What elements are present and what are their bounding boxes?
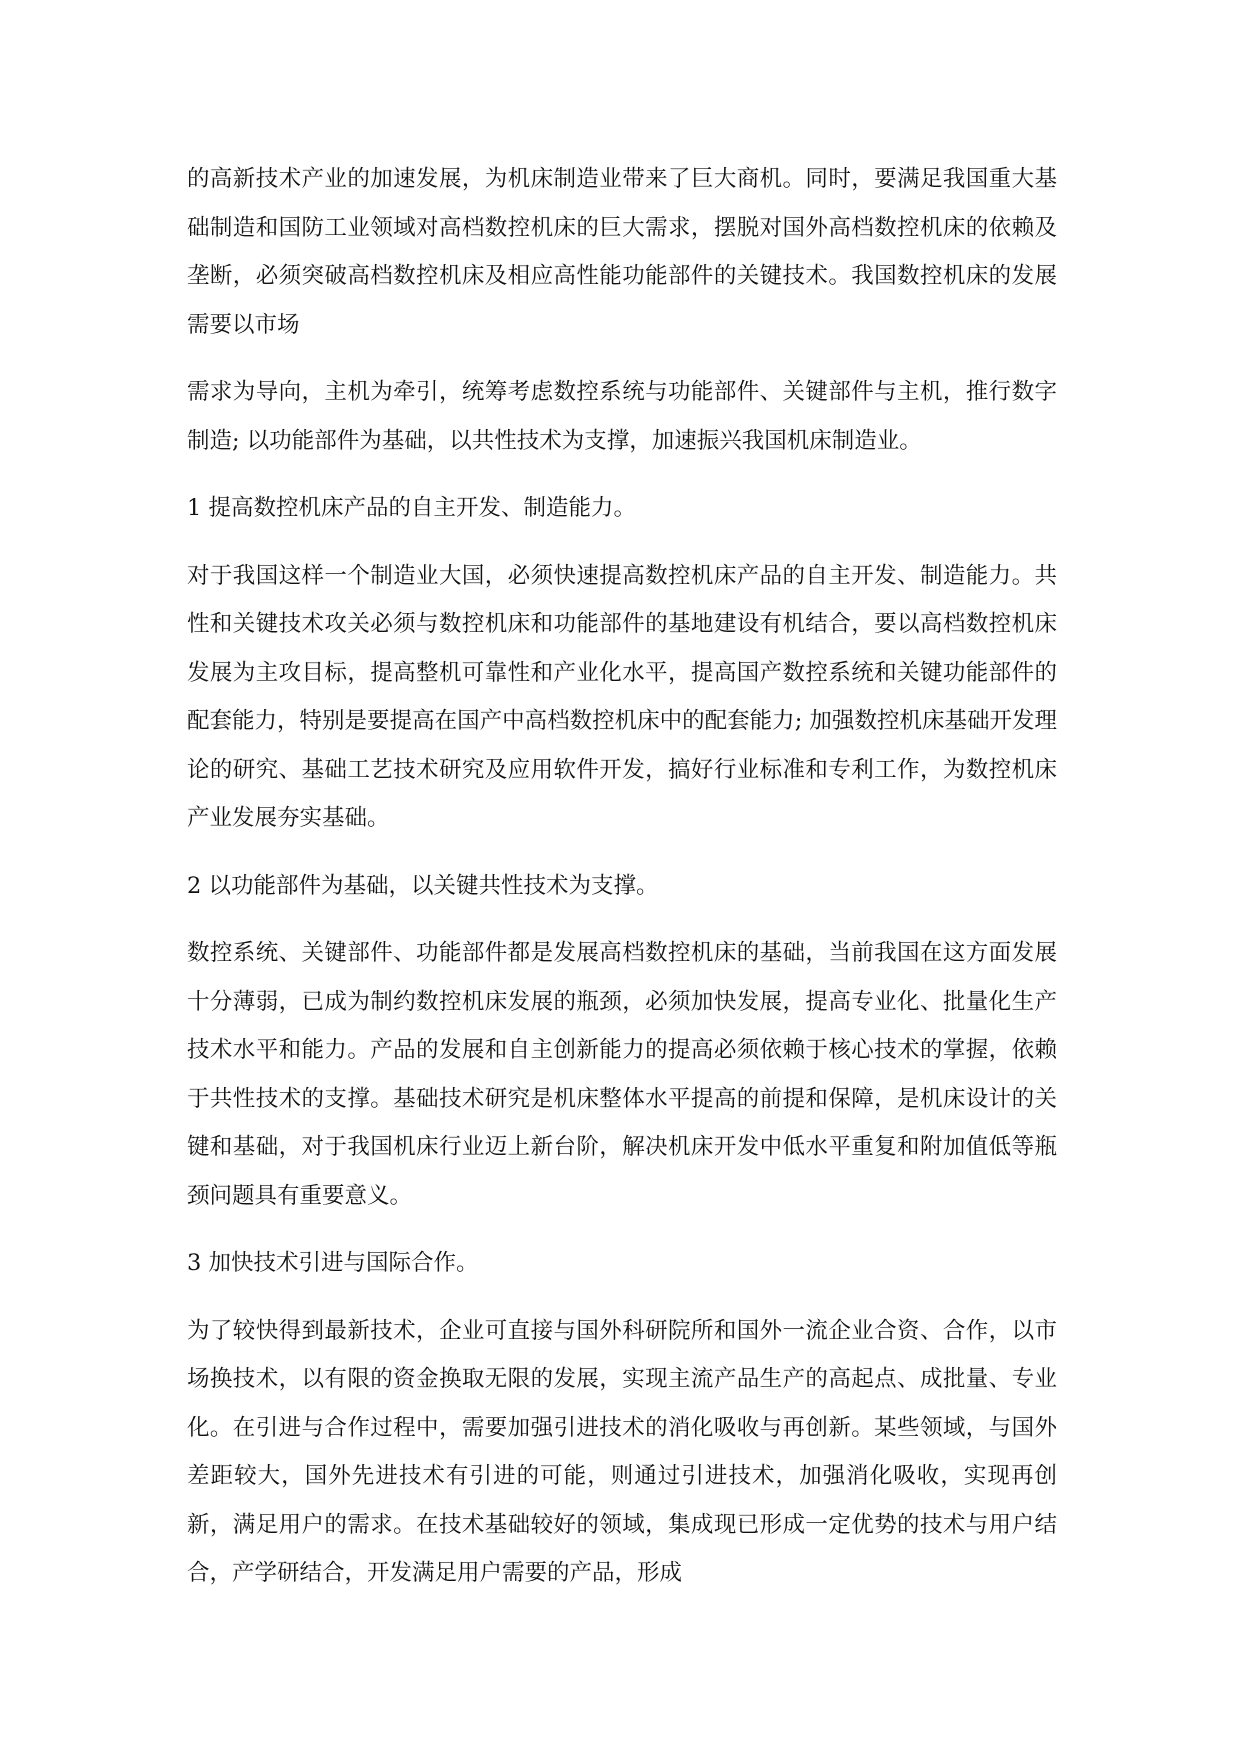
- body-paragraph: 需求为导向，主机为牵引，统筹考虑数控系统与功能部件、关键部件与主机，推行数字制造; 以功能部件为基础，以共性技术为支撑，加速振兴我国机床制造业。: [187, 379, 1057, 454]
- section-heading: 1 提高数控机床产品的自主开发、制造能力。: [187, 495, 636, 521]
- section-heading: 2 以功能部件为基础，以关键共性技术为支撑。: [187, 872, 659, 899]
- body-paragraph: 对于我国这样一个制造业大国，必须快速提高数控机床产品的自主开发、制造能力。共性和关键技术攻关必须与数控机床和功能部件的基地建设有机结合，要以高档数控机床发展为主攻目标，提高整机可靠性和产业化水平，提高国产数控系统和关键功能部件的配套能力，特别是要提高在国产中高档数控机床中的配套能力; 加强数控机床基础开发理论的研究、基础工艺技术研究及应用软件开发，搞好行业标准和专利工作，为数控机床产业发展夯实基础。: [187, 562, 1057, 831]
- body-paragraph: 的高新技术产业的加速发展，为机床制造业带来了巨大商机。同时，要满足我国重大基础制造和国防工业领域对高档数控机床的巨大需求，摆脱对国外高档数控机床的依赖及垄断，必须突破高档数控机床及相应高性能功能部件的关键技术。我国数控机床的发展需要以市场: [187, 166, 1057, 338]
- document-body: [187, 155, 1057, 1617]
- body-paragraph: 为了较快得到最新技术，企业可直接与国外科研院所和国外一流企业合资、合作，以市场换技术，以有限的资金换取无限的发展，实现主流产品生产的高起点、成批量、专业化。在引进与合作过程中，需要加强引进技术的消化吸收与再创新。某些领域，与国外差距较大，国外先进技术有引进的可能，则通过引进技术，加强消化吸收，实现再创新，满足用户的需求。在技术基础较好的领域，集成现已形成一定优势的技术与用户结合，产学研结合，开发满足用户需要的产品，形成: [187, 1317, 1057, 1586]
- section-heading: 3 加快技术引进与国际合作。: [187, 1250, 479, 1276]
- body-paragraph: 数控系统、关键部件、功能部件都是发展高档数控机床的基础，当前我国在这方面发展十分薄弱，已成为制约数控机床发展的瓶颈，必须加快发展，提高专业化、批量化生产技术水平和能力。产品的发展和自主创新能力的提高必须依赖于核心技术的掌握，依赖于共性技术的支撑。基础技术研究是机床整体水平提高的前提和保障，是机床设计的关键和基础，对于我国机床行业迈上新台阶，解决机床开发中低水平重复和附加值低等瓶颈问题具有重要意义。: [187, 940, 1057, 1209]
